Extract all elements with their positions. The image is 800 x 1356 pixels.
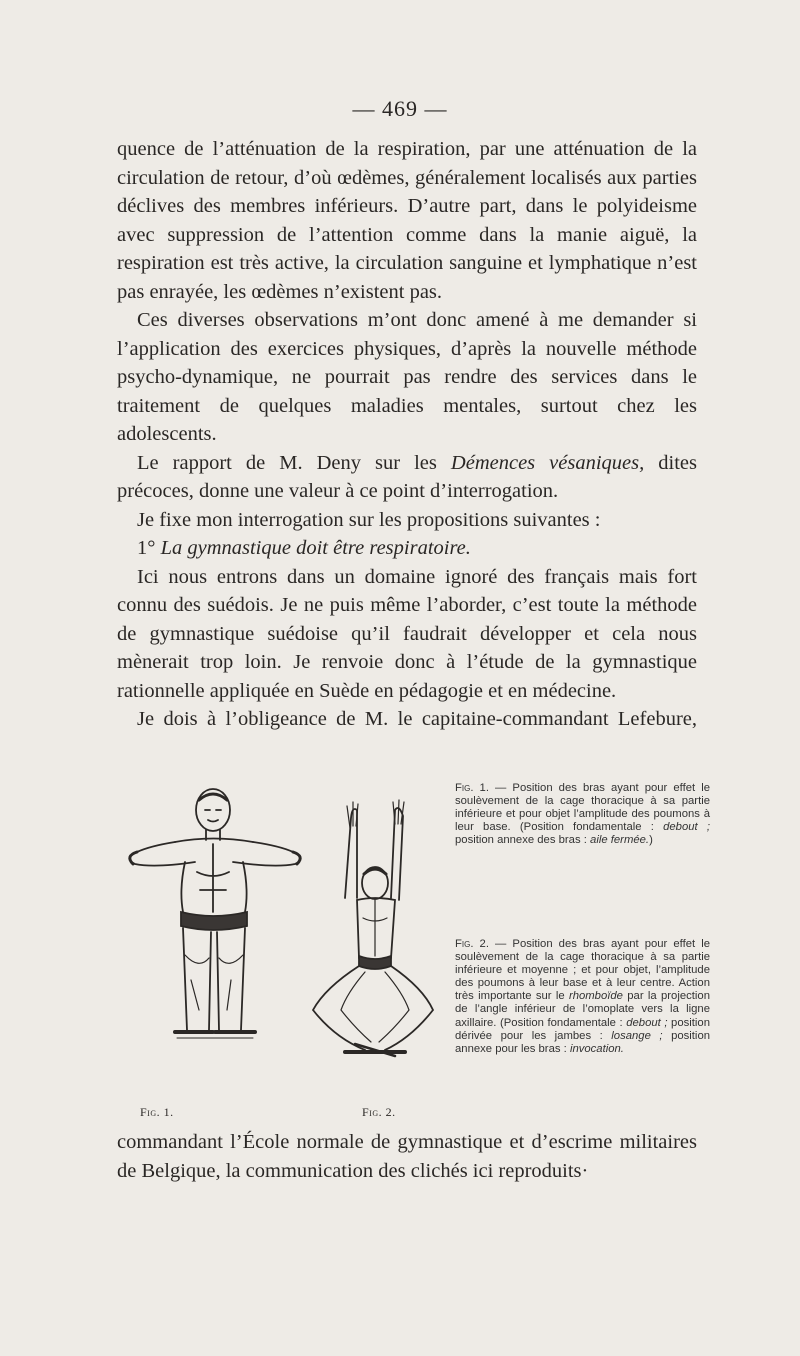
figure-2-illustration — [295, 788, 445, 1058]
caption-1-italic-1: debout ; — [663, 821, 710, 834]
figure-2-label: Fig. 2. — [362, 1105, 396, 1119]
caption-1-text-3: ) — [649, 834, 653, 847]
caption-1-italic-2: aile fermée. — [590, 834, 650, 847]
proposition-number: 1° — [137, 537, 156, 559]
caption-2-text-4: position annexe pour les bras : — [455, 1029, 711, 1055]
body-text — [117, 135, 697, 762]
caption-figure-1 — [455, 782, 710, 847]
caption-1-text-2: position annexe des bras : — [455, 834, 587, 847]
squatting-man-arms-raised-drawing — [295, 788, 445, 1058]
page-number: — 469 — — [352, 96, 448, 121]
caption-2-italic-1: rhomboïde — [568, 990, 623, 1003]
paragraph-2: Ces diverses observations m’ont donc amené à me demander si l’application des exercices physiques, d’après la nouvelle méthode psycho-dynamique, ne pourrait pas rendre des services dans le traitement de quelques maladies mentales, surtout chez les adolescents. — [117, 309, 697, 445]
proposition-text: La gymnastique doit être respiratoire. — [160, 537, 471, 559]
caption-2-italic-2: debout ; — [626, 1016, 668, 1029]
paragraph-3 — [117, 449, 697, 506]
figure-1-illustration — [115, 780, 315, 1050]
caption-2-italic-3: losange ; — [611, 1029, 663, 1042]
caption-2-text-2: par la projection de l’angle inférieur de l’omoplate vers la ligne axillaire. (Position fondamentale : — [455, 990, 710, 1029]
paragraph-6: Je dois à l’obligeance de M. le capitaine-commandant Lefebure, — [137, 708, 697, 730]
paragraph-3-end: dites précoces, donne une valeur à ce point d’interrogation. — [117, 451, 697, 502]
caption-2-ref: Fig. 2. — [455, 938, 489, 950]
figure-1-label: Fig. 1. — [140, 1105, 174, 1119]
closing-paragraph: commandant l’École normale de gymnastique et d’escrime militaires de Belgique, la communication des clichés ici reproduits· — [117, 1131, 697, 1182]
paragraph-5: Ici nous entrons dans un domaine ignoré des français mais fort connu des suédois. Je ne puis même l’aborder, c’est toute la méthode de gymnastique suédoise qu’il faudrait développer et cela nous mènerait trop loin. Je renvoie donc à l’étude de la gymnastique rationnelle appliquée en Suède en pédagogie et en médecine. — [117, 565, 697, 702]
paragraph-1: quence de l’atténuation de la respiration, par une atténuation de la circulation de retour, d’où œdèmes, généralement localisés aux parties déclives des membres inférieurs. D’autre part, dans le polyideisme avec suppression de l’attention comme dans la manie aiguë, la respiration est très active, la circulation sanguine et lymphatique n’est pas enrayée, les œdèmes n’existent pas. — [117, 138, 697, 303]
closing-text — [117, 1128, 697, 1185]
paragraph-3-start: Le rapport de M. Deny sur les — [137, 451, 437, 474]
proposition-1 — [117, 534, 697, 563]
caption-2-italic-4: invocation. — [569, 1042, 624, 1055]
figure-zone — [110, 780, 711, 1119]
caption-2-text-3: position dérivée pour les jambes : — [455, 1016, 710, 1042]
caption-1-ref: Fig. 1. — [455, 782, 489, 794]
book-title: Démences vésaniques, — [450, 451, 645, 474]
paragraph-4: Je fixe mon interrogation sur les propositions suivantes : — [137, 508, 601, 531]
standing-man-arms-bent-drawing — [115, 780, 315, 1050]
caption-1-text: — Position des bras ayant pour effet le soulèvement de la cage thoracique à sa partie inférieure et pour objet l’amplitude des poumons à leur base. (Position fondamentale : — [455, 782, 711, 834]
caption-figure-2 — [455, 938, 710, 1056]
caption-2-text: — Position des bras ayant pour effet le soulèvement de la cage thoracique à sa partie inférieure et moyenne ; et pour objet, l’amplitude des poumons à leur base et à leur centre. Action très importante sur le — [455, 938, 711, 1003]
